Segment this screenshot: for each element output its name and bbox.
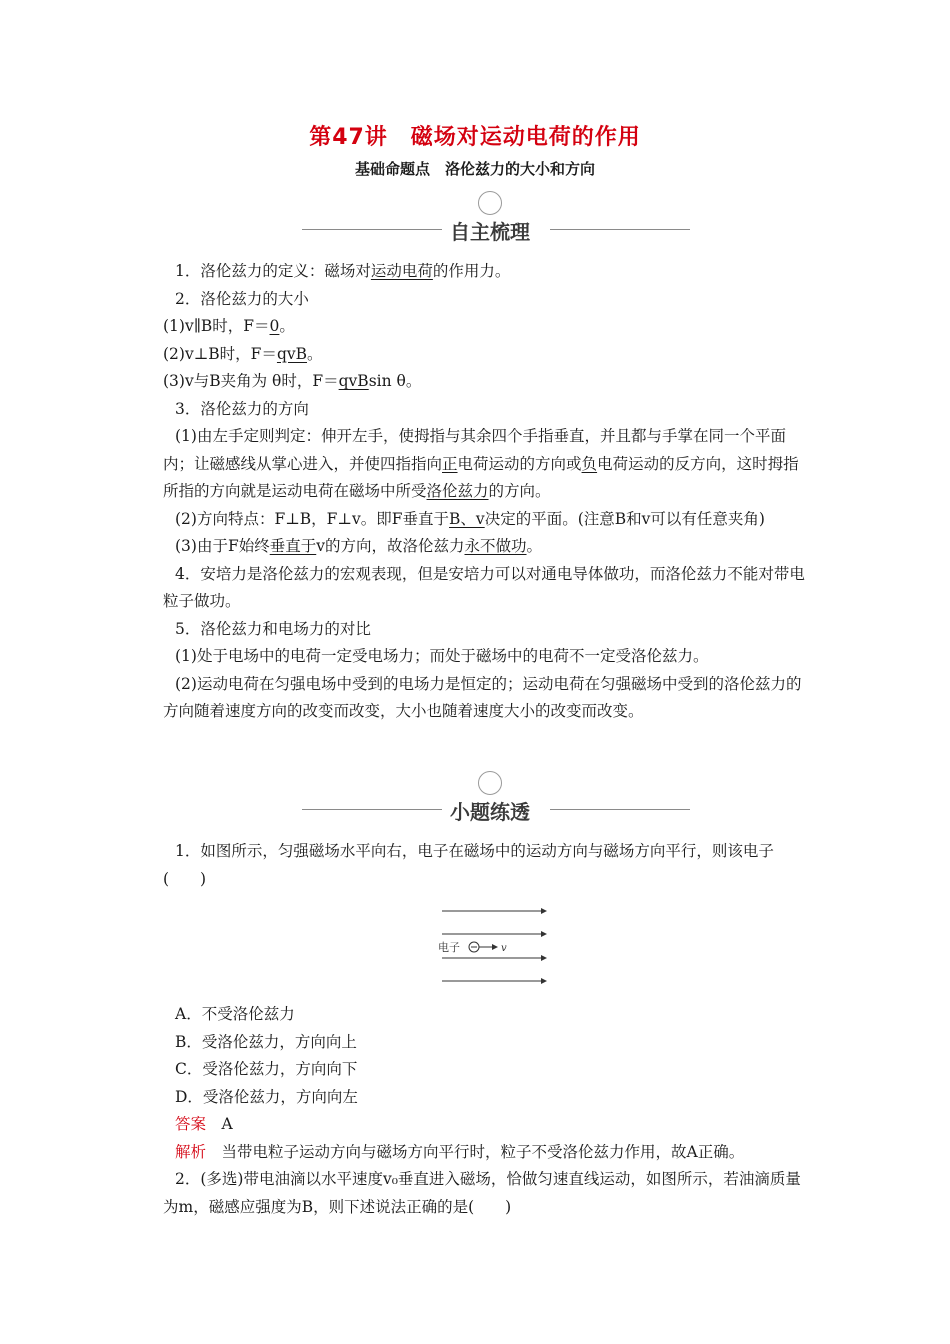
paragraph: (2)方向特点：F⊥B，F⊥v。即F垂直于B、v决定的平面。(注意B和v可以有任意夹角) <box>175 509 765 528</box>
velocity-label: v <box>501 943 507 954</box>
paragraph: (1)处于电场中的电荷一定受电场力；而处于磁场中的电荷不一定受洛伦兹力。 <box>175 647 709 665</box>
question-stem: 1．如图所示，匀强磁场水平向右，电子在磁场中的运动方向与磁场方向平行，则该电子( ) <box>163 842 774 888</box>
paragraph: 1．洛伦兹力的定义：磁场对运动电荷的作用力。 <box>175 262 511 280</box>
option-b: B．受洛伦兹力，方向向上 <box>175 1032 357 1051</box>
paragraph: 3．洛伦兹力的方向 <box>175 399 309 418</box>
section-title: 小题练透 <box>450 800 530 824</box>
section-header-practice <box>270 780 690 824</box>
paragraph: (3)由于F始终垂直于v的方向，故洛伦兹力永不做功。 <box>175 537 543 555</box>
divider-right <box>550 809 690 810</box>
option-c: C．受洛伦兹力，方向向下 <box>175 1060 358 1078</box>
paragraph: (2)v⊥B时，F＝qvB。 <box>163 344 323 363</box>
paragraph: (1)v∥B时，F＝0。 <box>163 317 295 335</box>
answer-value: A <box>221 1115 233 1133</box>
paragraph: 5．洛伦兹力和电场力的对比 <box>175 619 371 638</box>
answer-label: 答案 <box>175 1115 207 1133</box>
lightbulb-emblem-icon <box>478 771 502 795</box>
paragraph: (2)运动电荷在匀强电场中受到的电场力是恒定的；运动电荷在匀强磁场中受到的洛伦兹力的方向随着速度方向的改变而改变，大小也随着速度大小的改变而改变。 <box>163 674 802 720</box>
magnetic-field-figure <box>430 900 560 990</box>
section-title: 自主梳理 <box>450 220 530 244</box>
leaf-emblem-icon <box>478 191 502 215</box>
page-subtitle: 基础命题点 洛伦兹力的大小和方向 <box>354 160 595 178</box>
paragraph: (3)v与B夹角为 θ时，F＝qvBsin θ。 <box>163 372 422 390</box>
paragraph: 4．安培力是洛伦兹力的宏观表现，但是安培力可以对通电导体做功，而洛伦兹力不能对带电粒子做功。 <box>163 564 805 610</box>
question-1-options <box>163 1001 813 1221</box>
analysis-label: 解析 <box>175 1142 207 1161</box>
divider-right <box>550 229 690 230</box>
question-2-stem: 2．(多选)带电油滴以水平速度v₀垂直进入磁场，恰做匀速直线运动，如图所示，若油滴质量为m，磁感应强度为B，则下述说法正确的是( ) <box>163 1170 801 1216</box>
analysis-line <box>163 1139 813 1167</box>
section-header-self-study <box>270 200 690 244</box>
option-d: D．受洛伦兹力，方向向左 <box>175 1087 358 1106</box>
divider-left <box>302 809 442 810</box>
divider-left <box>302 229 442 230</box>
option-a: A．不受洛伦兹力 <box>175 1005 295 1023</box>
self-study-content <box>163 258 813 726</box>
question-1 <box>163 838 813 893</box>
analysis-text: 当带电粒子运动方向与磁场方向平行时，粒子不受洛伦兹力作用，故A正确。 <box>221 1142 745 1161</box>
paragraph: (1)由左手定则判定：伸开左手，使拇指与其余四个手指垂直，并且都与手掌在同一个平面内；让磁感线从掌心进入，并使四指指向正电荷运动的方向或负电荷运动的反方向，这时拇指所指的方向就是运动电荷在磁场中所受洛伦兹力的方向。 <box>163 427 799 500</box>
paragraph: 2．洛伦兹力的大小 <box>175 289 309 308</box>
electron-label: 电子 <box>438 941 460 954</box>
answer-line <box>163 1111 813 1139</box>
page-title: 第47讲 磁场对运动电荷的作用 <box>309 125 641 150</box>
